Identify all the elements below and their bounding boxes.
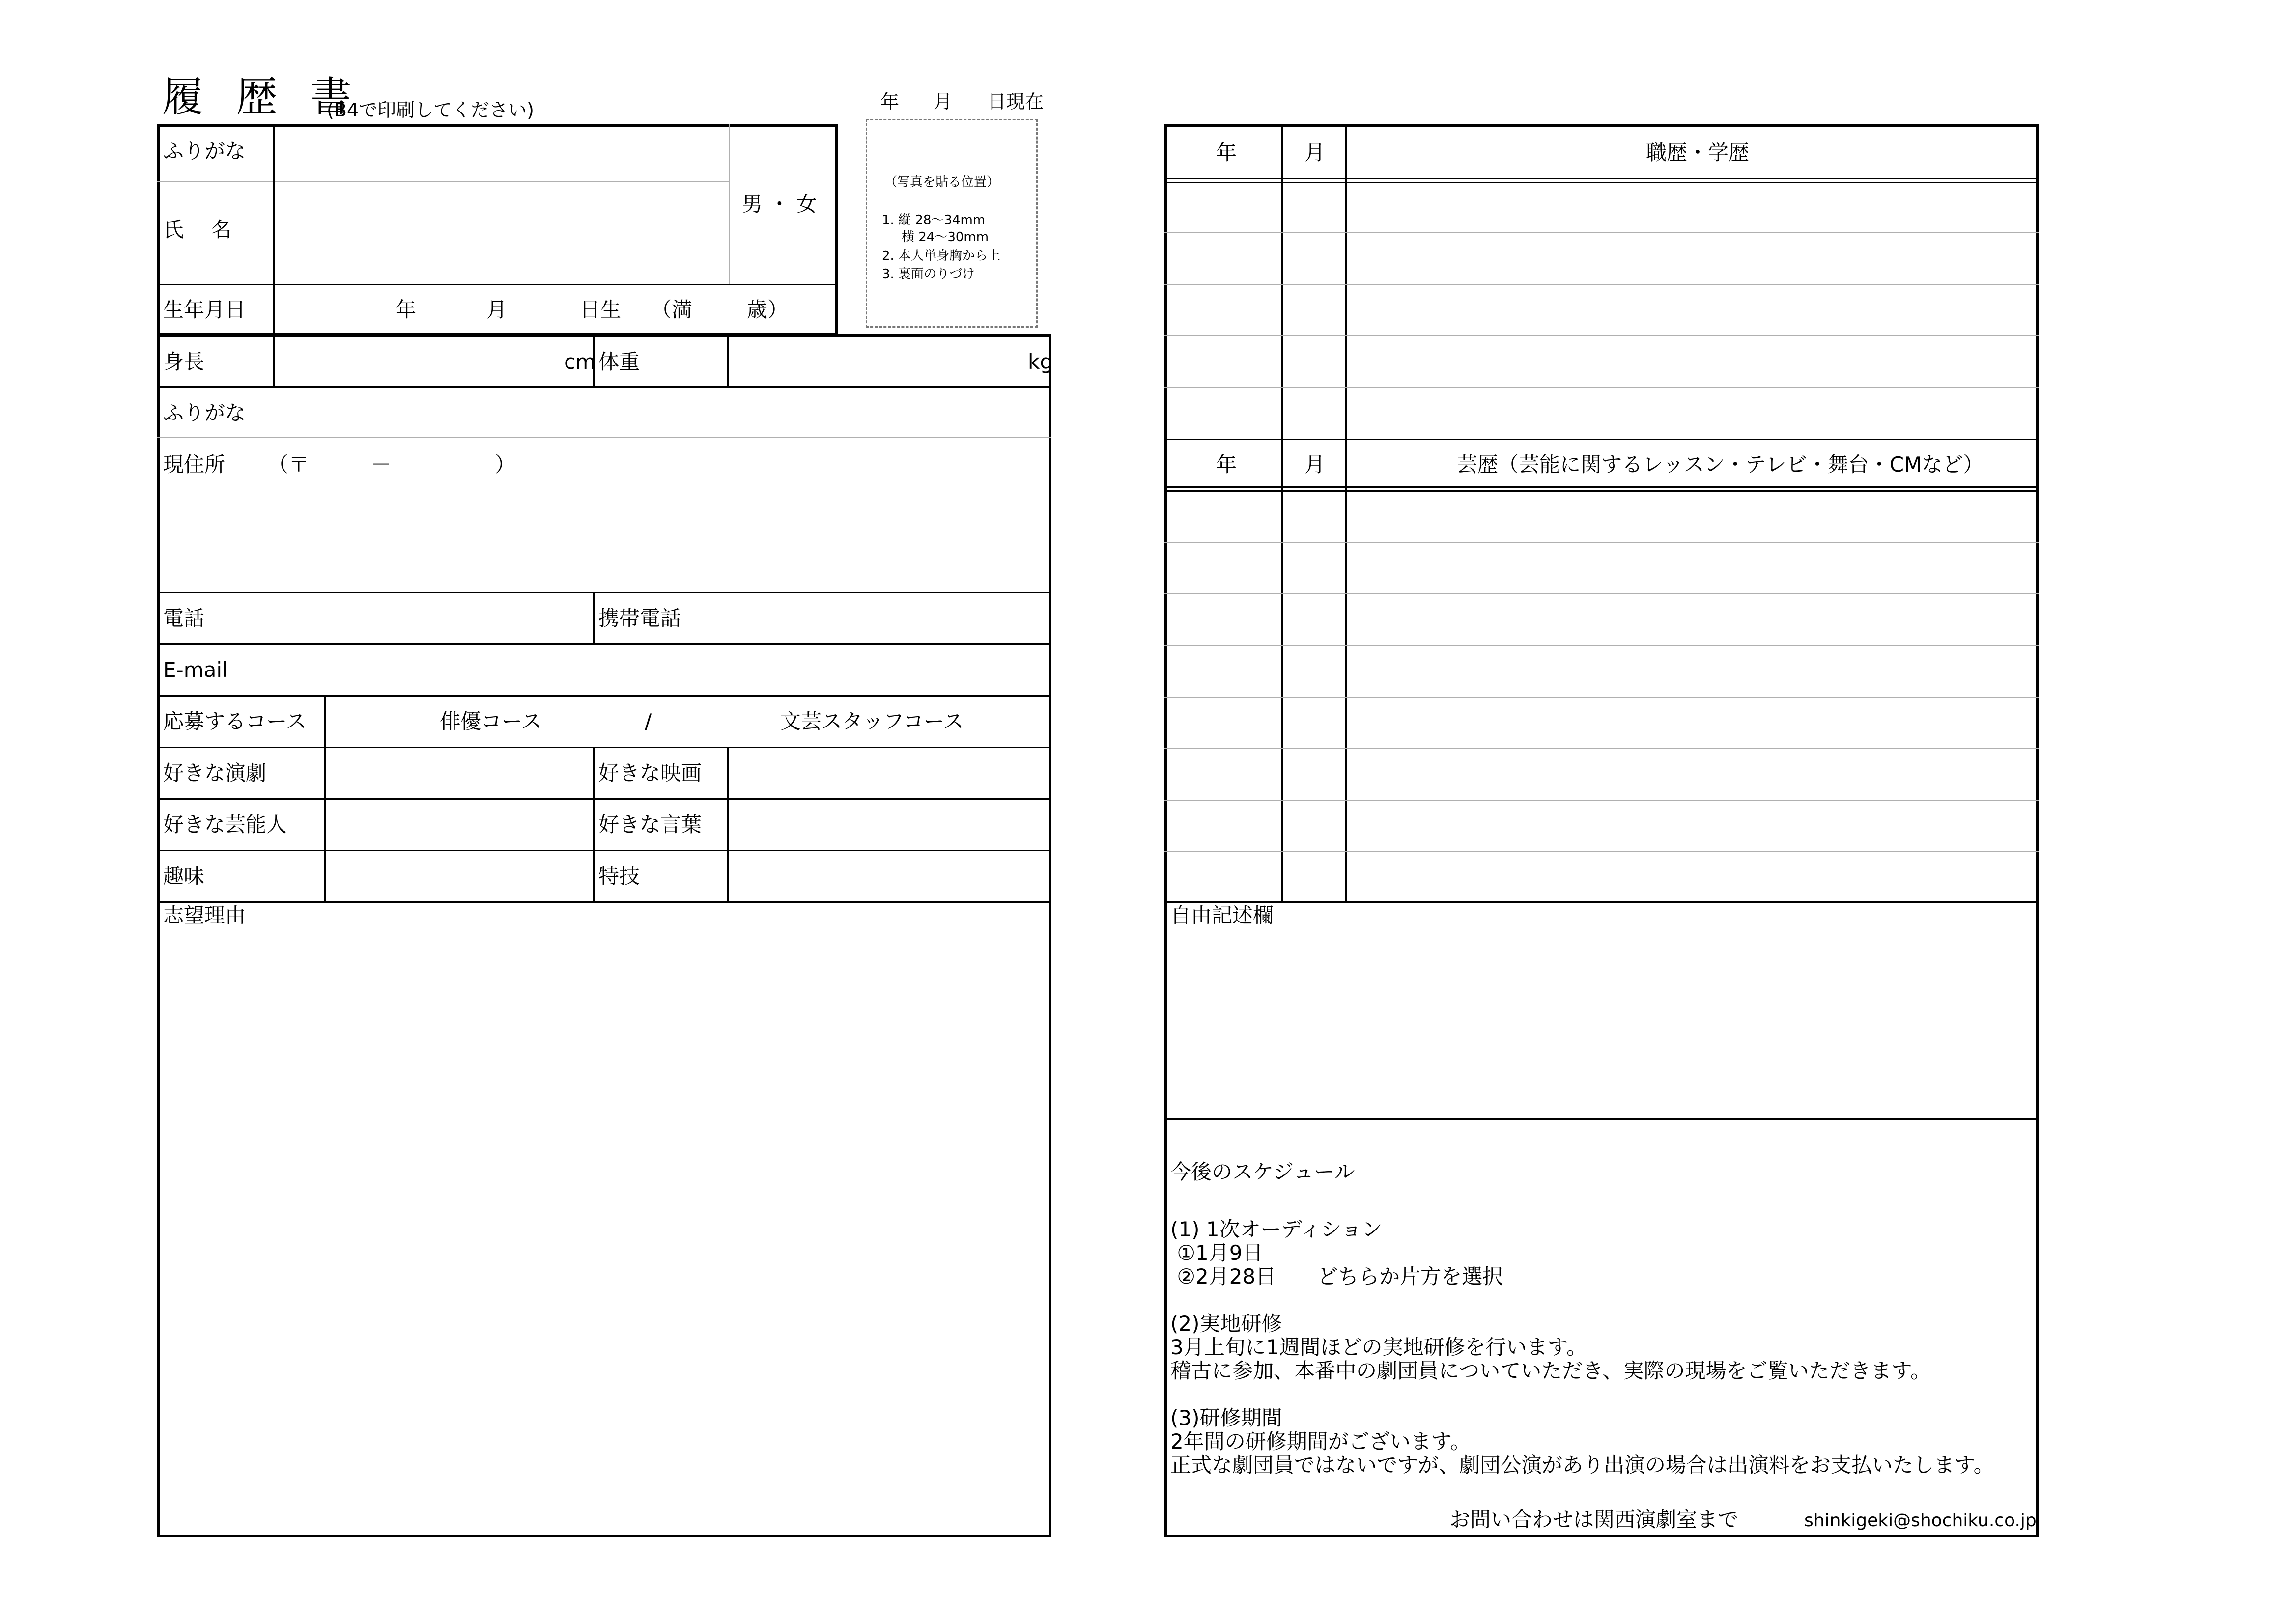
photo-framing: 2. 本人単身胸から上 bbox=[882, 249, 1001, 263]
phone-label: 電話 bbox=[163, 606, 205, 630]
photo-glue: 3. 裏面のりづけ bbox=[882, 267, 975, 281]
favorite-play-label: 好きな演劇 bbox=[163, 761, 267, 785]
course-separator: / bbox=[645, 709, 652, 733]
schedule-line: ②2月28日 どちらか片方を選択 bbox=[1170, 1264, 1503, 1288]
arts-title-header: 芸歴（芸能に関するレッスン・テレビ・舞台・CMなど） bbox=[1457, 452, 1984, 476]
postal-code: （〒 － ） bbox=[268, 452, 516, 476]
address-furigana-label: ふりがな bbox=[163, 401, 246, 425]
birth-day-unit: 日生 bbox=[580, 298, 622, 322]
name-input[interactable] bbox=[276, 183, 726, 282]
age-open: （満 bbox=[651, 298, 693, 322]
date-month: 月 bbox=[934, 91, 953, 112]
photo-size-height: 1. 縦 28～34mm bbox=[882, 213, 986, 227]
motivation-input[interactable] bbox=[162, 933, 1047, 1533]
height-unit: cm bbox=[564, 350, 596, 374]
arts-year-header: 年 bbox=[1216, 452, 1237, 476]
schedule-line: (3)研修期間 bbox=[1170, 1406, 1282, 1430]
arts-month-header: 月 bbox=[1304, 452, 1326, 476]
photo-title: （写真を貼る位置） bbox=[884, 175, 1000, 190]
address-label: 現住所 bbox=[163, 452, 226, 476]
contact-text: お問い合わせは関西演劇室まで bbox=[1449, 1508, 1739, 1532]
photo-size-width: 横 24～30mm bbox=[902, 230, 989, 245]
birth-month-unit: 月 bbox=[486, 298, 508, 322]
course-staff-option[interactable]: 文芸スタッフコース bbox=[780, 709, 964, 733]
schedule-line: 正式な劇団員ではないですが、劇団公演があり出演の場合は出演料をお支払いたします。 bbox=[1170, 1453, 1994, 1477]
favorite-movie-label: 好きな映画 bbox=[598, 761, 702, 785]
motivation-label: 志望理由 bbox=[163, 903, 246, 927]
schedule-line: (1) 1次オーディション bbox=[1170, 1217, 1383, 1241]
birthdate-label: 生年月日 bbox=[163, 298, 246, 322]
furigana-input[interactable] bbox=[276, 127, 726, 180]
schedule-line: ①1月9日 bbox=[1170, 1241, 1263, 1265]
hobby-label: 趣味 bbox=[163, 864, 205, 888]
weight-unit: kg bbox=[1028, 350, 1053, 374]
skill-label: 特技 bbox=[598, 864, 640, 888]
free-description-input[interactable] bbox=[1169, 933, 2034, 1115]
career-title-header: 職歴・学歴 bbox=[1646, 140, 1750, 165]
address-input[interactable] bbox=[162, 484, 1047, 589]
favorite-words-label: 好きな言葉 bbox=[598, 812, 702, 837]
height-label: 身長 bbox=[163, 350, 205, 374]
schedule-line: 3月上旬に1週間ほどの実地研修を行います。 bbox=[1170, 1335, 1587, 1359]
schedule-line: (2)実地研修 bbox=[1170, 1312, 1282, 1336]
schedule-title: 今後のスケジュール bbox=[1170, 1160, 1355, 1184]
birth-year-unit: 年 bbox=[396, 298, 417, 322]
page-title: 履 歴 書 bbox=[162, 73, 362, 121]
schedule-line: 稽古に参加、本番中の劇団員についていただき、実際の現場をご覧いただきます。 bbox=[1170, 1359, 1931, 1383]
date-year: 年 bbox=[880, 91, 900, 112]
mobile-label: 携帯電話 bbox=[598, 606, 681, 630]
gender-select[interactable]: 男 ・ 女 bbox=[742, 192, 817, 216]
date-current: 日現在 bbox=[988, 91, 1044, 112]
name-label: 氏 名 bbox=[163, 218, 232, 242]
schedule-body bbox=[1170, 1213, 2030, 1477]
favorite-celebrity-label: 好きな芸能人 bbox=[163, 812, 287, 837]
course-label: 応募するコース bbox=[163, 709, 307, 733]
arts-table-body[interactable] bbox=[1167, 492, 2036, 900]
career-month-header: 月 bbox=[1304, 140, 1326, 165]
age-close: 歳） bbox=[747, 298, 789, 322]
career-table-body[interactable] bbox=[1167, 184, 2036, 437]
career-year-header: 年 bbox=[1216, 140, 1237, 165]
furigana-label: ふりがな bbox=[163, 139, 246, 163]
free-description-label: 自由記述欄 bbox=[1170, 903, 1274, 927]
contact-email-link[interactable]: shinkigeki@shochiku.co.jp bbox=[1804, 1510, 2037, 1531]
page-subtitle: (B4で印刷してください) bbox=[327, 99, 534, 121]
schedule-line: 2年間の研修期間がございます。 bbox=[1170, 1429, 1471, 1453]
email-label: E-mail bbox=[163, 658, 228, 682]
course-actor-option[interactable]: 俳優コース bbox=[440, 709, 542, 733]
weight-label: 体重 bbox=[598, 350, 640, 374]
